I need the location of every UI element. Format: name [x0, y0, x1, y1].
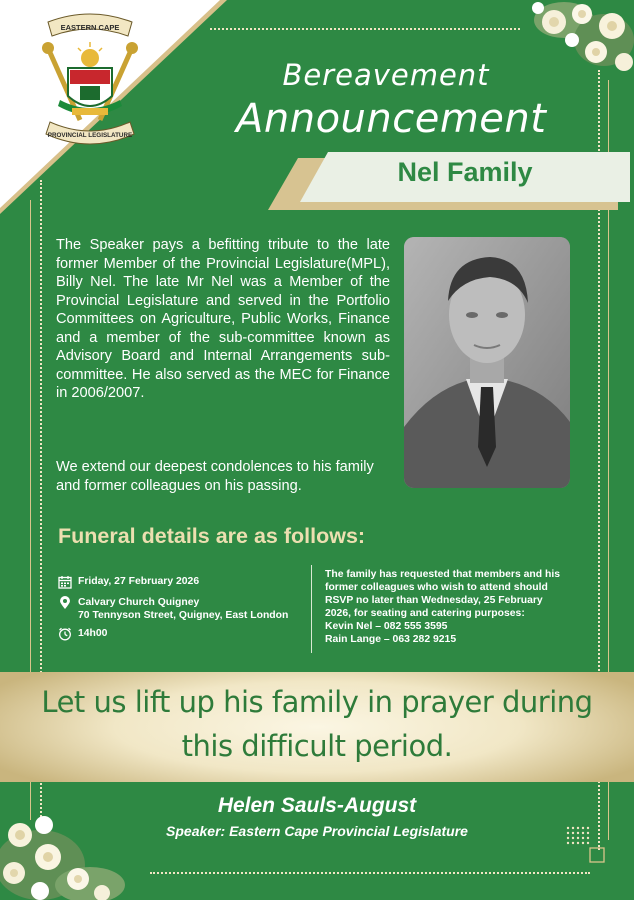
prayer-message: [20, 680, 614, 768]
frame-dotted-bottom: [150, 872, 590, 874]
prayer-line-1: Let us lift up his family in prayer during: [41, 685, 593, 719]
location-pin-icon: [58, 596, 72, 610]
rsvp-contact-2: Rain Lange – 063 282 9215: [325, 634, 457, 645]
alarm-clock-icon: [58, 627, 72, 641]
funeral-time-row: [58, 627, 107, 641]
funeral-venue-row: [58, 596, 288, 622]
rsvp-line-2: former colleagues who wish to attend should: [325, 582, 548, 593]
rsvp-line-4: 2026, for seating and catering purposes:: [325, 608, 525, 619]
funeral-venue-name: Calvary Church Quigney: [78, 597, 200, 608]
frame-dotted-top: [210, 28, 520, 30]
title-line-2: Announcement: [236, 96, 547, 142]
funeral-time: 14h00: [78, 628, 108, 639]
corner-bracket-accent: [588, 846, 608, 866]
legislature-crest-logo: [30, 8, 150, 163]
title-line-1: Bereavement: [282, 58, 490, 92]
rsvp-line-1: The family has requested that members and his: [325, 569, 561, 580]
funeral-venue-address: 70 Tennyson Street, Quigney, East London: [78, 610, 289, 621]
logo-top-text: EASTERN CAPE: [60, 23, 120, 32]
family-name: Nel Family: [397, 157, 533, 187]
signatory-name: Helen Sauls-August: [217, 794, 417, 817]
rsvp-contact-1: Kevin Nel – 082 555 3595: [325, 621, 448, 632]
decorative-dots: [566, 826, 592, 846]
signatory-title: Speaker: Eastern Cape Provincial Legislature: [166, 823, 468, 839]
funeral-date: Friday, 27 February 2026: [78, 576, 200, 587]
flower-decoration-bottom-left: [0, 805, 130, 900]
funeral-date-row: [58, 575, 199, 589]
calendar-icon: [58, 575, 72, 589]
condolence-text: We extend our deepest condolences to his family and former colleagues on his passing.: [56, 459, 374, 494]
portrait-photo: [404, 237, 570, 488]
tribute-bio: The Speaker pays a befitting tribute to the late former Member of the Provincial Legislature(MPL), Billy Nel. The late Mr Nel was a Member of the Provincial Legislature and served in the Portfolio Committees on Agriculture, Public Works, Finance and a member of the sub-committee known as Advisory Board and Internal Arrangements sub-committee. He also served as the MEC for Finance in 2006/2007.: [56, 237, 390, 401]
rsvp-block: [325, 568, 587, 646]
prayer-line-2: this difficult period.: [181, 729, 453, 763]
rsvp-line-3: RSVP no later than Wednesday, 25 February: [325, 595, 543, 606]
details-divider: [311, 565, 312, 653]
logo-bottom-text: PROVINCIAL LEGISLATURE: [47, 132, 133, 139]
funeral-details-heading: Funeral details are as follows:: [58, 524, 366, 548]
